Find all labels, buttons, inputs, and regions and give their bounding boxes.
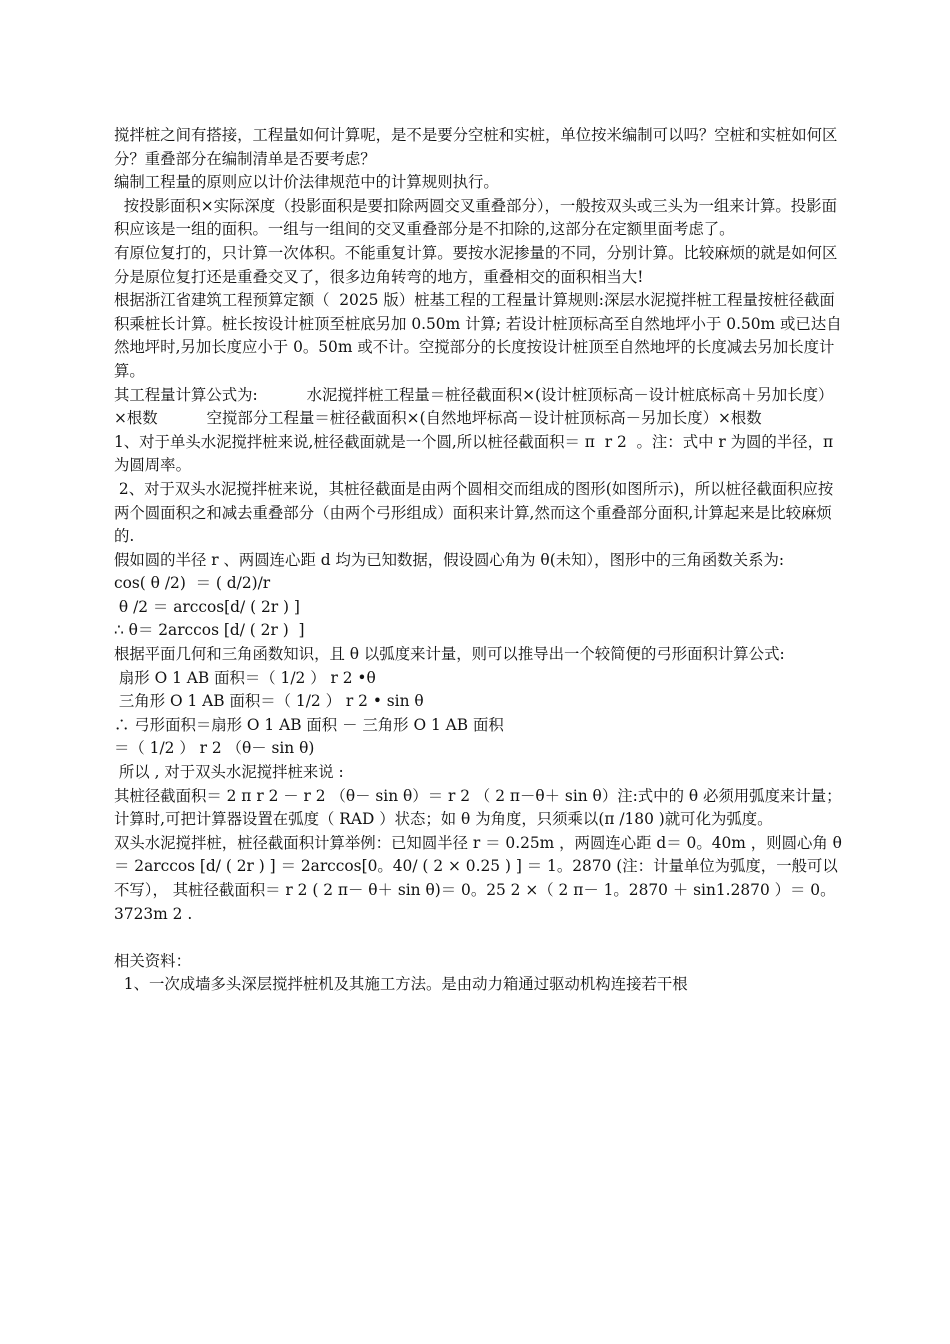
formula-line: ∴ 弓形面积＝扇形 O 1 AB 面积 － 三角形 O 1 AB 面积 (114, 715, 504, 734)
rework-paragraph: 有原位复打的，只计算一次体积。不能重复计算。要按水泥掺量的不同，分别计算。比较麻烦的就是如何区分是原位复打还是重叠交叉了，很多边角转弯的地方，重叠相交的面积相当大! (114, 243, 838, 286)
principle-paragraph: 编制工程量的原则应以计价法律规范中的计算规则执行。 (114, 173, 499, 192)
projection-area-paragraph: 按投影面积×实际深度（投影面积是要扣除两圆交叉重叠部分），一般按双头或三头为一组来计算。投影面积应该是一组的面积。一组与一组间的交叉重叠部分是不扣除的,这部分在定额里面考虑了。 (114, 196, 837, 239)
single-head-paragraph: 1、对于单头水泥搅拌桩来说,桩径截面就是一个圆,所以桩径截面积＝ π r 2 。注：式中 r 为圆的半径，π 为圆周率。 (114, 432, 838, 475)
double-head-paragraph: 2、对于双头水泥搅拌桩来说，其桩径截面是由两个圆相交而组成的图形(如图所示)，所以桩径截面积应按两个圆面积之和减去重叠部分（由两个弓形组成）面积来计算,然而这个重叠部分面积,计算起来是比较麻烦的. (114, 479, 834, 546)
section-area-paragraph: 其桩径截面积＝ 2 π r 2 － r 2 （θ－ sin θ）＝ r 2 （ 2 π－θ＋ sin θ）注:式中的 θ 必须用弧度来计量；计算时,可把计算器设置在弧度（ RAD ）状态；如 θ 为角度，只须乘以(π /180 )就可化为弧度。 (114, 786, 842, 829)
assumption-paragraph: 假如圆的半径 r 、两圆连心距 d 均为已知数据，假设圆心角为 θ(未知），图形中的三角函数关系为: (114, 550, 785, 569)
formula-line: ∴ θ＝ 2arccos [d/ ( 2r ) ] (114, 621, 305, 640)
formula-line: θ /2 ＝ arccos[d/ ( 2r ) ] (114, 597, 300, 616)
formula-line: 三角形 O 1 AB 面积＝（ 1/2 ） r 2 • sin θ (114, 692, 424, 711)
document-body (114, 124, 847, 997)
blank-line (114, 926, 844, 950)
formula-line: ＝（ 1/2 ） r 2 （θ－ sin θ) (114, 739, 315, 758)
zhejiang-rule-paragraph: 根据浙江省建筑工程预算定额（ 2025 版）桩基工程的工程量计算规则:深层水泥搅拌桩工程量按桩径截面积乘桩长计算。桩长按设计桩顶至桩底另加 0.50m 计算; 若设计桩顶标高至自然地坪小于 0.50m 或已达自然地坪时,另加长度应小于 0。50m 或不计。空搅部分的长度按设计桩顶至自然地坪的长度减去另加长度计算。 (114, 291, 842, 380)
related-heading: 相关资料： (114, 951, 191, 970)
derivation-paragraph: 根据平面几何和三角函数知识，且 θ 以弧度来计量，则可以推导出一个较简便的弓形面积计算公式: (114, 645, 785, 664)
formula-line: cos( θ /2) ＝ ( d/2)/r (114, 574, 271, 593)
related-item: 1、一次成墙多头深层搅拌桩机及其施工方法。是由动力箱通过驱动机构连接若干根 (114, 975, 688, 994)
formula-line: 扇形 O 1 AB 面积＝（ 1/2 ） r 2 •θ (114, 668, 376, 687)
conclusion-line: 所以 , 对于双头水泥搅拌桩来说 : (114, 763, 344, 782)
question-paragraph: 搅拌桩之间有搭接，工程量如何计算呢，是不是要分空桩和实桩，单位按米编制可以吗？空桩和实桩如何区分？重叠部分在编制清单是否要考虑？ (114, 126, 838, 168)
quantity-formula-paragraph: 其工程量计算公式为: 水泥搅拌桩工程量＝桩径截面积×(设计桩顶标高－设计桩底标高＋另加长度）×根数 空搅部分工程量＝桩径截面积×(自然地坪标高－设计桩顶标高－另加长度）×根数 (114, 385, 834, 428)
example-paragraph: 双头水泥搅拌桩，桩径截面积计算举例：已知圆半径 r ＝ 0.25m ，两圆连心距 d＝ 0。40m ，则圆心角 θ ＝ 2arccos [d/ ( 2r ) ] ＝ 2arccos[0。40/ ( 2 × 0.25 ) ] ＝ 1。2870 (注：计量单位为弧度，一般可以不写）， 其桩径截面积＝ r 2 ( 2 π－ θ＋ sin θ)＝ 0。25 2 ×（ 2 π－ 1。2870 ＋ sin1.2870 ）＝ 0。3723m 2 . (114, 833, 847, 923)
